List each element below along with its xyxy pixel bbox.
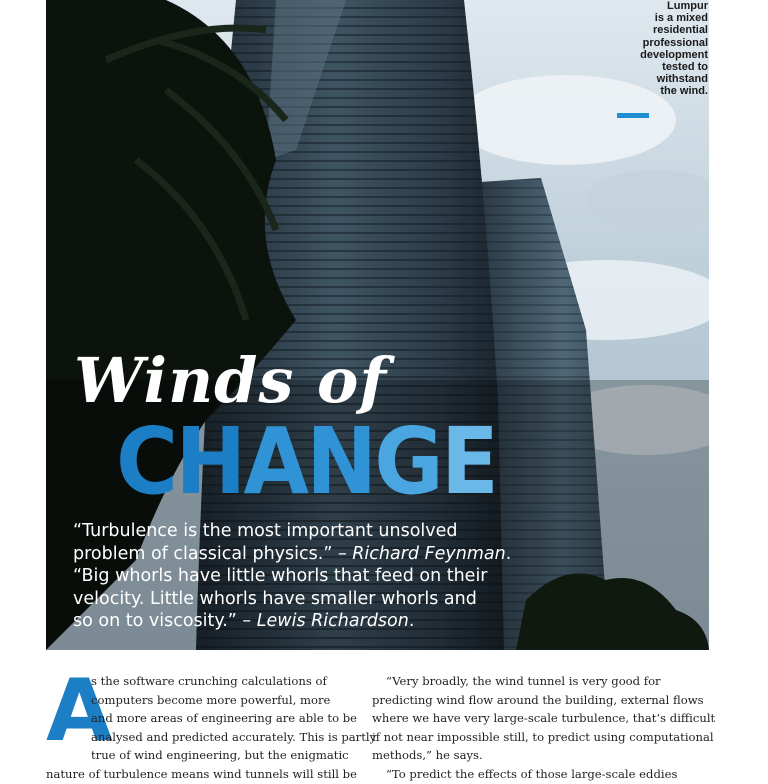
quote-text: problem of classical physics.” –	[73, 543, 353, 564]
pull-quote	[73, 520, 543, 633]
quote-line	[73, 610, 543, 633]
body-line: predicting wind flow around the building, external flows	[372, 692, 704, 707]
quote-author: Lewis Richardson	[256, 611, 409, 631]
caption-line: is a mixed	[654, 12, 708, 25]
headline-letter: N	[306, 408, 375, 515]
body-line: s the software crunching calculations of	[91, 674, 327, 688]
headline-letter: E	[440, 408, 497, 515]
drop-cap: A	[46, 661, 113, 761]
quote-line: “Big whorls have little whorls that feed on their	[73, 566, 488, 586]
body-line: true of wind engineering, but the enigmatic	[91, 748, 349, 763]
quote-line: velocity. Little whorls have smaller whorls and	[73, 588, 477, 609]
quote-line: “Turbulence is the most important unsolved	[73, 521, 458, 541]
headline-letter: G	[374, 408, 441, 515]
quote-author: Richard Feynman	[352, 543, 506, 564]
headline-change	[116, 408, 497, 515]
body-line: “To predict the effects of those large-scale eddies	[386, 766, 678, 781]
caption-line: Lumpur	[667, 0, 708, 12]
caption-line: the wind.	[660, 85, 708, 98]
caption-line: residential	[652, 24, 708, 37]
caption-accent-bar	[617, 113, 649, 118]
body-line: “Very broadly, the wind tunnel is very good for	[386, 674, 661, 688]
headline-winds-of: Winds of	[74, 344, 388, 417]
body-line: computers become more powerful, more	[91, 692, 331, 707]
quote-punct: .	[408, 611, 415, 631]
body-line: and more areas of engineering are able to be	[91, 711, 358, 726]
body-line: analysed and predicted accurately. This is partly	[91, 729, 377, 744]
body-line: if not near impossible still, to predict using computational	[372, 729, 714, 744]
caption-line: professional	[642, 36, 708, 49]
body-line: where we have very large-scale turbulence, that’s difficult	[372, 711, 716, 726]
photo-caption	[598, 0, 708, 98]
caption-line: withstand	[656, 73, 708, 86]
body-column-right	[372, 672, 716, 784]
headline-letter: C	[116, 408, 176, 515]
quote-punct: .	[505, 543, 512, 564]
body-line: nature of turbulence means wind tunnels will still be	[46, 766, 357, 781]
headline-letter: H	[175, 408, 244, 515]
caption-line: development	[640, 48, 708, 61]
body-line: methods,” he says.	[372, 748, 483, 763]
quote-line	[73, 543, 543, 566]
headline-letter: A	[243, 408, 307, 515]
body-column-left	[46, 661, 377, 784]
quote-text: so on to viscosity.” –	[73, 611, 257, 631]
caption-line: tested to	[662, 61, 708, 74]
